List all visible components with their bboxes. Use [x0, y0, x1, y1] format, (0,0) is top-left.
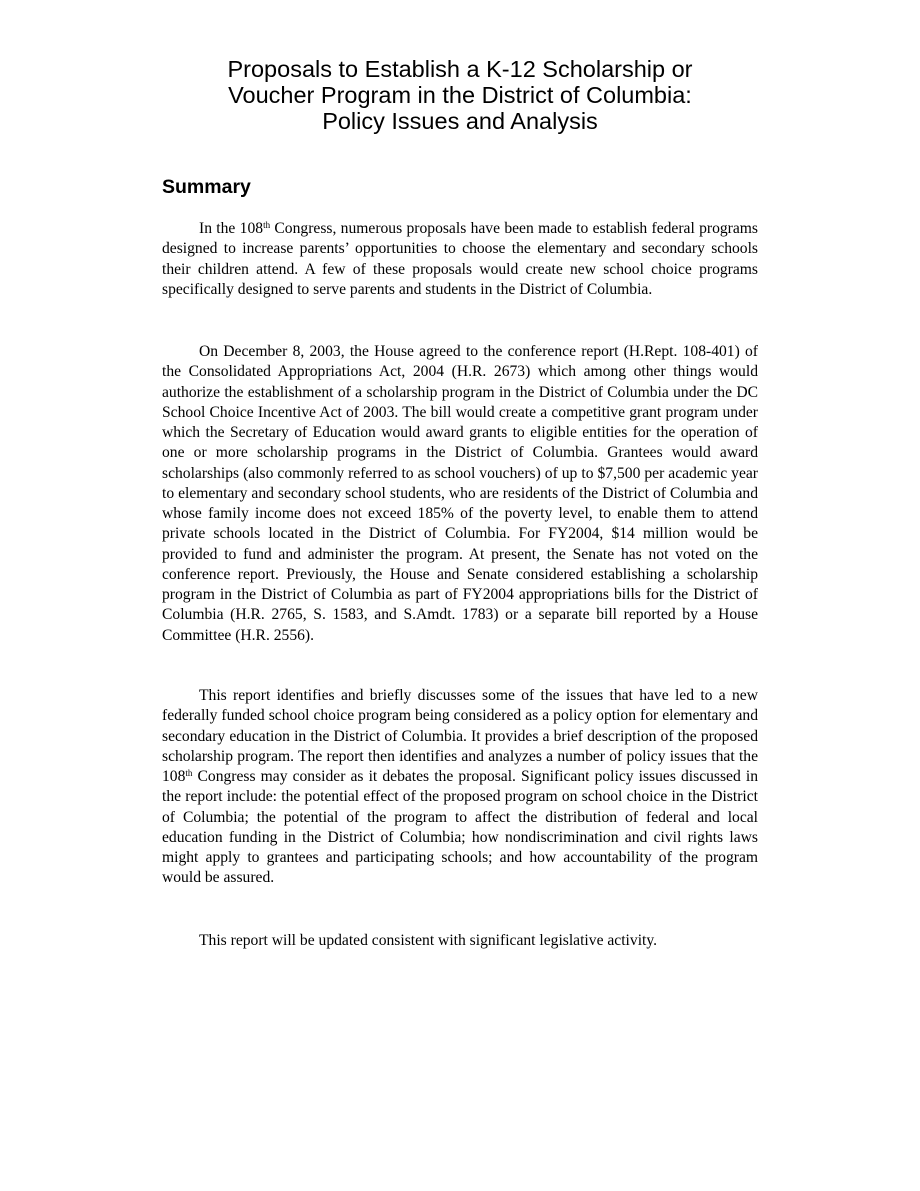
summary-paragraph-4: This report will be updated consistent with significant legislative activity. [199, 932, 658, 949]
p1-text-before: In the 108 [199, 220, 264, 237]
title-line-2: Voucher Program in the District of Columbia: [228, 82, 692, 108]
document-page [162, 56, 758, 949]
p3-text-before: This report identifies and briefly discusses some of the issues that have led to a new federally funded school choice program being considered as a policy option for elementary and secondary education in the District of Columbia. It provides a brief description of the proposed scholarship program. The report then identifies and analyzes a number of policy issues that the 108 [162, 687, 758, 785]
summary-paragraph-2: On December 8, 2003, the House agreed to the conference report (H.Rept. 108-401) of the Consolidated Appropriations Act, 2004 (H.R. 2673) which among other things would authorize the establishment of a scholarship program in the District of Columbia under the DC School Choice Incentive Act of 2003. The bill would create a competitive grant program under which the Secretary of Education would award grants to eligible entities for the operation of one or more scholarship programs in the District of Columbia. Grantees would award scholarships (also commonly referred to as school vouchers) of up to $7,500 per academic year to elementary and secondary school students, who are residents of the District of Columbia and whose family income does not exceed 185% of the poverty level, to enable them to attend private schools located in the District of Columbia. For FY2004, $14 million would be provided to fund and administer the program. At present, the Senate has not voted on the conference report. Previously, the House and Senate considered establishing a scholarship program in the District of Columbia as part of FY2004 appropriations bills for the District of Columbia (H.R. 2765, S. 1583, and S.Amdt. 1783) or a separate bill reported by a House Committee (H.R. 2556). [162, 343, 758, 644]
p1-text-after: Congress, numerous proposals have been made to establish federal programs designed to increase parents’ opportunities to choose the elementary and secondary schools their children attend. A few of these proposals would create new school choice programs specifically designed to serve parents and students in the District of Columbia. [162, 220, 758, 298]
p1-ordinal-suffix: th [263, 220, 271, 230]
summary-paragraph-3 [162, 686, 758, 889]
p3-ordinal-suffix: th [185, 768, 193, 778]
title-line-1: Proposals to Establish a K-12 Scholarship or [227, 56, 693, 82]
document-title [162, 56, 758, 134]
title-line-3: Policy Issues and Analysis [322, 108, 598, 134]
summary-heading: Summary [162, 176, 251, 198]
p3-text-after: Congress may consider as it debates the proposal. Significant policy issues discussed in the report include: the potential effect of the proposed program on school choice in the District of Columbia; the potential of the program to affect the distribution of federal and local education funding in the District of Columbia; how nondiscrimination and civil rights laws might apply to grantees and participating schools; and how accountability of the program would be assured. [162, 768, 758, 887]
summary-paragraph-1 [162, 219, 758, 300]
